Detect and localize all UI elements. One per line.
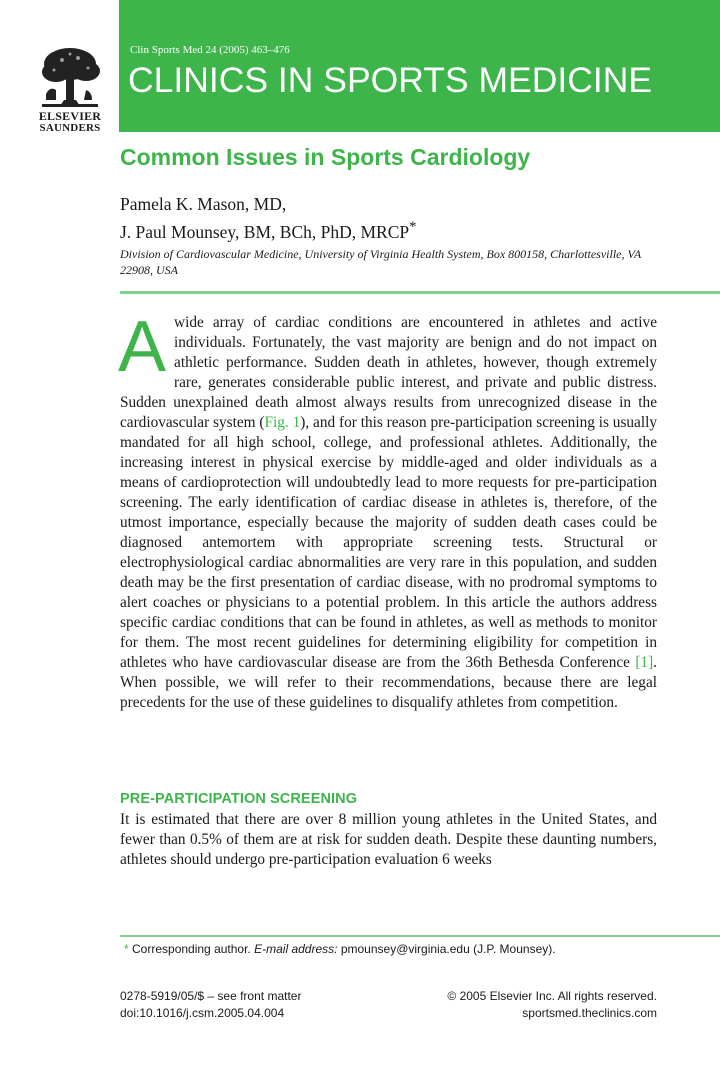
journal-title: CLINICS IN SPORTS MEDICINE (128, 60, 653, 100)
figure-link[interactable]: Fig. 1 (264, 414, 301, 431)
footnote-divider (120, 935, 720, 937)
publisher-logo (20, 44, 120, 134)
author-1: Pamela K. Mason, MD, (120, 194, 287, 214)
author-list (120, 193, 416, 244)
issn-line: 0278-5919/05/$ – see front matter (120, 989, 302, 1003)
copyright-line: © 2005 Elsevier Inc. All rights reserved. (447, 989, 657, 1003)
footnote-star: * (124, 942, 129, 956)
drop-cap: A (118, 307, 167, 387)
intro-text-1: wide array of cardiac conditions are encountered in athletes and active individuals. Fortunately, the vast majority are benign and do not impact on athletic performance. Sudden death in athletes, however, though extremely rare, generates considerable public interest, and private and public distress. Sudden unexplained death almost always results from unrecognized disease in the cardiovascular system ( (120, 314, 657, 431)
elsevier-tree-icon (34, 44, 106, 110)
intro-paragraph (118, 307, 657, 713)
publisher-name: ELSEVIER (38, 109, 102, 123)
footnote (124, 942, 556, 956)
footnote-label: Corresponding author. (132, 942, 251, 956)
footer-left (120, 988, 301, 1022)
author-affiliation: Division of Cardiovascular Medicine, University of Virginia Health System, Box 800158, Charlottesville, VA 22908, USA (120, 247, 642, 277)
doi-line[interactable]: doi:10.1016/j.csm.2005.04.004 (120, 1006, 285, 1020)
email-label: E-mail address: (254, 942, 338, 956)
author-2 (120, 216, 416, 244)
author-2-name: J. Paul Mounsey, BM, BCh, PhD, MRCP (120, 221, 410, 242)
footer-right (447, 988, 657, 1022)
journal-citation: Clin Sports Med 24 (2005) 463–476 (130, 44, 290, 56)
section-heading: PRE-PARTICIPATION SCREENING (120, 791, 358, 807)
article-title: Common Issues in Sports Cardiology (120, 144, 531, 170)
footnote-person: (J.P. Mounsey). (473, 942, 556, 956)
title-divider (120, 291, 720, 294)
section-paragraph: It is estimated that there are over 8 million young athletes in the United States, and fewer than 0.5% of them are at risk for sudden death. Despite these daunting numbers, athletes should undergo pre-participation evaluation 6 weeks (120, 811, 657, 868)
reference-link[interactable]: [1] (635, 654, 654, 671)
website-link[interactable]: sportsmed.theclinics.com (522, 1006, 657, 1020)
author-email[interactable]: pmounsey@virginia.edu (340, 942, 470, 956)
corresponding-author-mark[interactable]: * (409, 219, 417, 235)
publisher-imprint: SAUNDERS (39, 122, 101, 134)
journal-header-band (119, 0, 720, 132)
intro-text-2: ), and for this reason pre-participation screening is usually mandated for all high school, college, and professional athletes. Additionally, the increasing interest in physical exercise by middle-aged and older individuals as a means of cardioprotection will undoubtedly lead to more requests for pre-participation screening. The early identification of cardiac disease in athletes is, therefore, of the utmost importance, especially because the majority of sudden death cases could be diagnosed antemortem with appropriate screening tests. Structural or electrophysiological cardiac abnormalities are very rare in this population, and sudden death may be the first presentation of cardiac disease, with no prodromal symptoms to alert coaches or physicians to a potential problem. In this article the authors address specific cardiac conditions that can be found in athletes, as well as methods to monitor for them. The most recent guidelines for determining eligibility for competition in athletes who have cardiovascular disease are from the 36th Bethesda Conference (120, 414, 657, 671)
intro-text-3: . When possible, we will refer to their recommendations, because there are legal precedents for the use of these guidelines to disqualify athletes from competition. (120, 654, 657, 711)
